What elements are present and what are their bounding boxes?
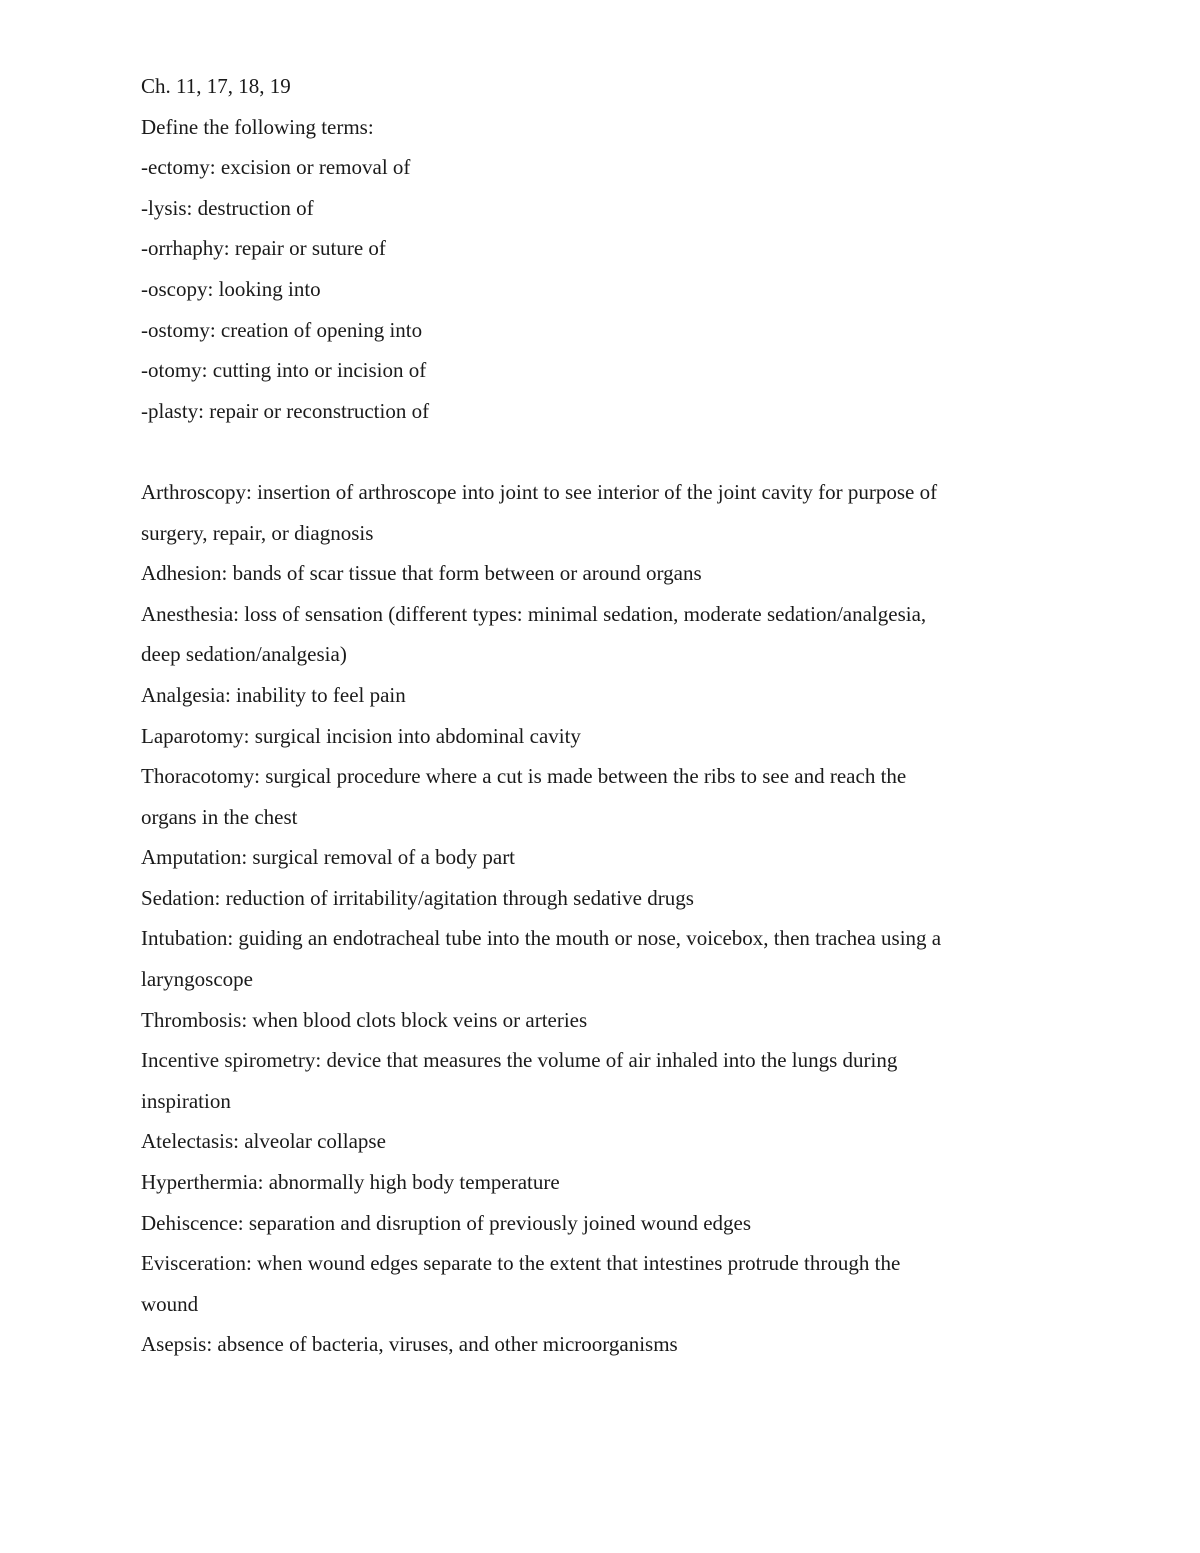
- term-line: Thrombosis: when blood clots block veins or arteries: [141, 1007, 588, 1032]
- suffix-definition: -plasty: repair or reconstruction of: [141, 398, 430, 423]
- term-definition: [141, 675, 1061, 716]
- suffix-definition: -lysis: destruction of: [141, 195, 314, 220]
- term-definition: [141, 1040, 1061, 1121]
- term-definition: [141, 878, 1061, 919]
- term-line: Evisceration: when wound edges separate to the extent that intestines protrude through the: [141, 1251, 901, 1276]
- suffix-list: [141, 147, 1061, 431]
- term-line: Amputation: surgical removal of a body part: [141, 845, 516, 870]
- suffix-definition: -ectomy: excision or removal of: [141, 155, 411, 180]
- term-definition: [141, 756, 1061, 837]
- term-line: laryngoscope: [141, 967, 253, 992]
- term-definition: [141, 594, 1061, 675]
- suffix-definition: -orrhaphy: repair or suture of: [141, 236, 386, 261]
- term-line: Arthroscopy: insertion of arthroscope into joint to see interior of the joint cavity for purpose of: [141, 479, 938, 504]
- blank-line: [141, 431, 1061, 472]
- term-line: Sedation: reduction of irritability/agitation through sedative drugs: [141, 885, 694, 910]
- term-definition: [141, 472, 1061, 553]
- term-list: [141, 472, 1061, 1365]
- term-definition: [141, 1203, 1061, 1244]
- term-line: Thoracotomy: surgical procedure where a cut is made between the ribs to see and reach the: [141, 764, 907, 789]
- term-line: wound: [141, 1291, 199, 1316]
- term-line: Dehiscence: separation and disruption of previously joined wound edges: [141, 1210, 752, 1235]
- term-definition: [141, 1162, 1061, 1203]
- term-line: Asepsis: absence of bacteria, viruses, and other microorganisms: [141, 1332, 678, 1357]
- term-definition: [141, 1243, 1061, 1324]
- suffix-definition: -ostomy: creation of opening into: [141, 317, 423, 342]
- document-body: [141, 66, 1061, 1365]
- term-line: Intubation: guiding an endotracheal tube into the mouth or nose, voicebox, then trachea using a: [141, 926, 942, 951]
- term-line: Atelectasis: alveolar collapse: [141, 1129, 386, 1154]
- term-line: Laparotomy: surgical incision into abdominal cavity: [141, 723, 581, 748]
- suffix-definition: -oscopy: looking into: [141, 276, 321, 301]
- suffix-definition: -otomy: cutting into or incision of: [141, 358, 427, 383]
- term-definition: [141, 1324, 1061, 1365]
- term-definition: [141, 553, 1061, 594]
- term-definition: [141, 1000, 1061, 1041]
- term-definition: [141, 837, 1061, 878]
- term-definition: [141, 1121, 1061, 1162]
- document-heading: Ch. 11, 17, 18, 19: [141, 74, 291, 98]
- term-line: surgery, repair, or diagnosis: [141, 520, 374, 545]
- instruction-text: Define the following terms:: [141, 114, 374, 139]
- term-line: inspiration: [141, 1088, 231, 1113]
- term-line: deep sedation/analgesia): [141, 642, 347, 667]
- term-line: Hyperthermia: abnormally high body temperature: [141, 1170, 560, 1195]
- term-line: Anesthesia: loss of sensation (different types: minimal sedation, moderate sedation/analgesia,: [141, 601, 927, 626]
- term-definition: [141, 716, 1061, 757]
- term-line: organs in the chest: [141, 804, 298, 829]
- term-definition: [141, 918, 1061, 999]
- term-line: Analgesia: inability to feel pain: [141, 682, 406, 707]
- term-line: Incentive spirometry: device that measures the volume of air inhaled into the lungs during: [141, 1048, 898, 1073]
- term-line: Adhesion: bands of scar tissue that form between or around organs: [141, 561, 702, 586]
